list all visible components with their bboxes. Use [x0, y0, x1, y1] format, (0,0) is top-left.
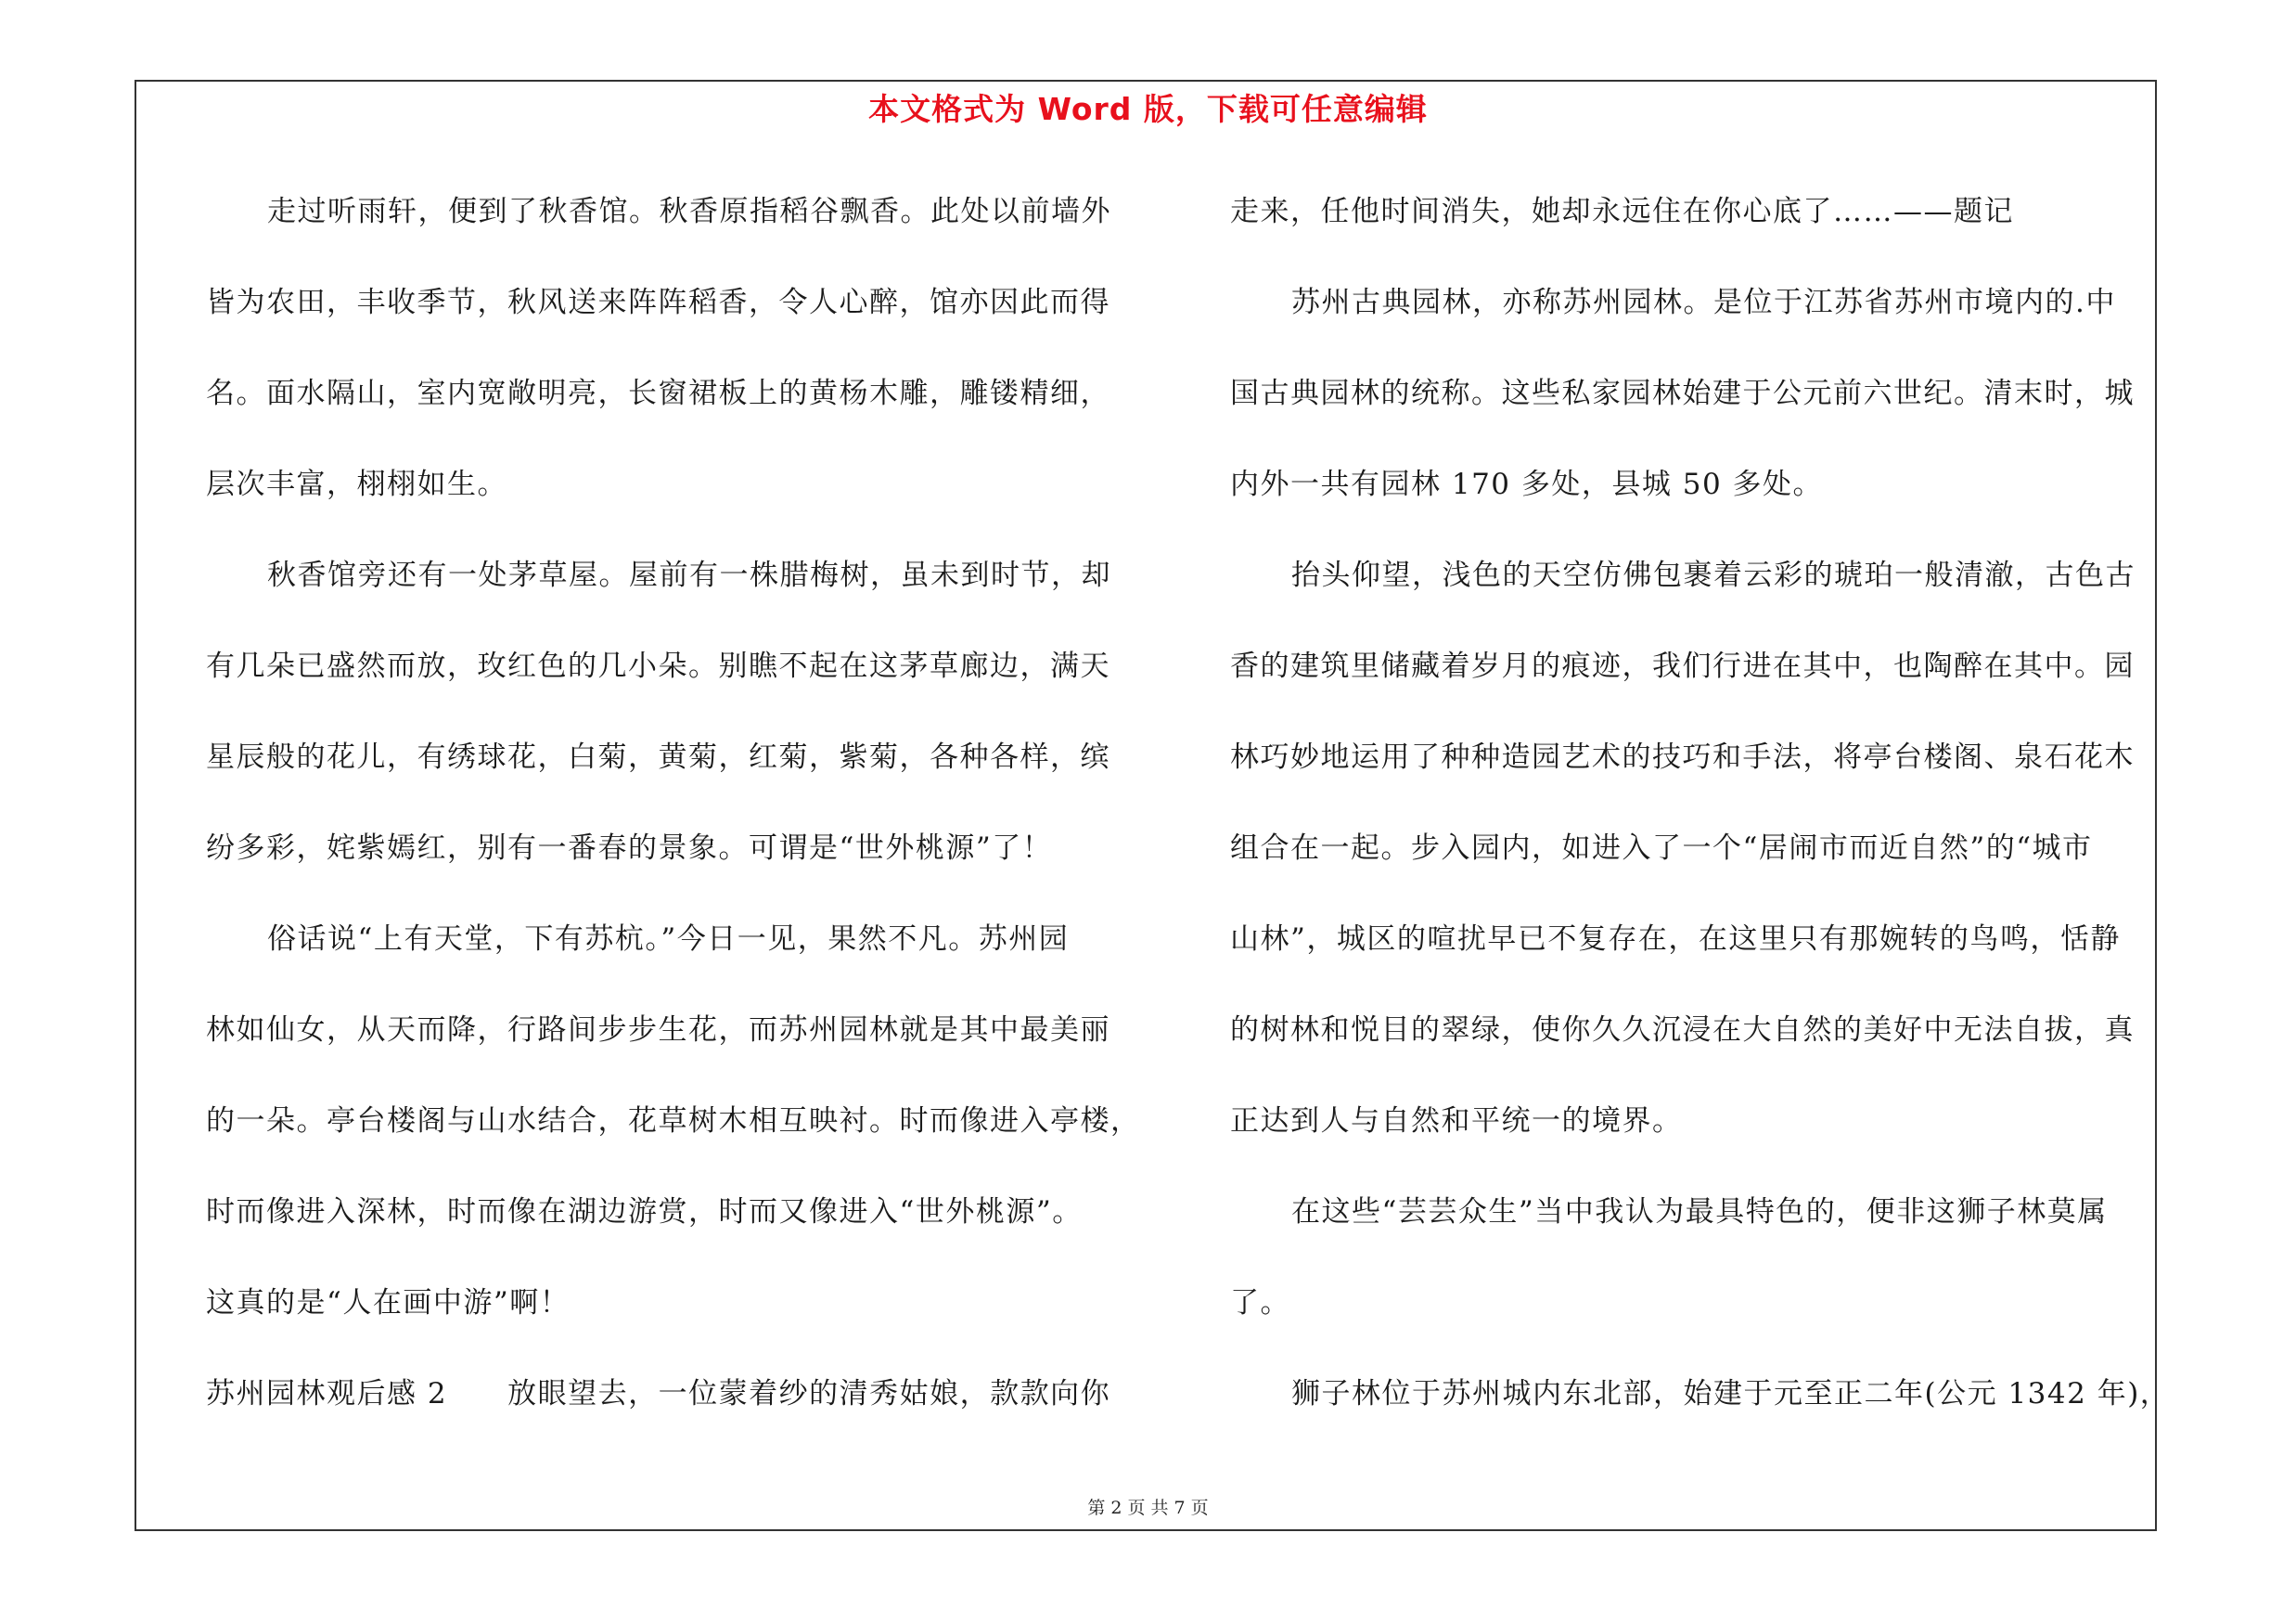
text-line: 这真的是“人在画中游”啊！ — [206, 1286, 571, 1320]
text-line: 层次丰富，栩栩如生。 — [206, 468, 507, 501]
text-line: 的一朵。亭台楼阁与山水结合，花草树木相互映衬。时而像进入亭楼， — [206, 1104, 1141, 1138]
text-line: 走过听雨轩，便到了秋香馆。秋香原指稻谷飘香。此处以前墙外 — [267, 195, 1111, 228]
text-line: 山林”，城区的喧扰早已不复存在，在这里只有那婉转的鸟鸣，恬静 — [1230, 922, 2121, 956]
text-line: 国古典园林的统称。这些私家园林始建于公元前六世纪。清末时，城 — [1230, 377, 2135, 410]
text-line: 苏州园林观后感 2 放眼望去，一位蒙着纱的清秀姑娘，款款向你 — [206, 1377, 1111, 1410]
text-line: 林巧妙地运用了种种造园艺术的技巧和手法，将亭台楼阁、泉石花木 — [1230, 741, 2135, 774]
text-line: 俗话说“上有天堂，下有苏杭。”今日一见，果然不凡。苏州园 — [267, 922, 1070, 956]
text-line: 正达到人与自然和平统一的境界。 — [1230, 1104, 1683, 1138]
text-line: 组合在一起。步入园内，如进入了一个“居闹市而近自然”的“城市 — [1230, 831, 2093, 865]
right-text-column — [1230, 184, 2171, 1457]
page-number-footer: 第 2 页 共 7 页 — [1087, 1498, 1209, 1518]
text-line: 名。面水隔山，室内宽敞明亮，长窗裙板上的黄杨木雕，雕镂精细， — [206, 377, 1110, 410]
text-line: 纷多彩，姹紫嫣红，别有一番春的景象。可谓是“世外桃源”了！ — [206, 831, 1053, 865]
text-line: 星辰般的花儿，有绣球花，白菊，黄菊，红菊，紫菊，各种各样，缤 — [206, 741, 1110, 774]
text-line: 苏州古典园林，亦称苏州园林。是位于江苏省苏州市境内的.中 — [1291, 286, 2116, 319]
text-line: 皆为农田，丰收季节，秋风送来阵阵稻香，令人心醉，馆亦因此而得 — [206, 286, 1110, 319]
text-line: 了。 — [1230, 1286, 1290, 1320]
text-line: 的树林和悦目的翠绿，使你久久沉浸在大自然的美好中无法自拔，真 — [1230, 1013, 2135, 1047]
text-line: 秋香馆旁还有一处茅草屋。屋前有一株腊梅树，虽未到时节，却 — [267, 559, 1111, 592]
left-text-column — [206, 184, 1141, 1457]
text-line: 香的建筑里储藏着岁月的痕迹，我们行进在其中，也陶醉在其中。园 — [1230, 650, 2135, 683]
text-line: 有几朵已盛然而放，玫红色的几小朵。别瞧不起在这茅草廊边，满天 — [206, 650, 1110, 683]
text-line: 内外一共有园林 170 多处，县城 50 多处。 — [1230, 468, 1824, 501]
text-line: 在这些“芸芸众生”当中我认为最具特色的，便非这狮子林莫属 — [1291, 1195, 2108, 1229]
document-header-banner: 本文格式为 Word 版，下载可任意编辑 — [868, 91, 1428, 127]
text-line: 狮子林位于苏州城内东北部，始建于元至正二年(公元 1342 年)， — [1291, 1377, 2171, 1410]
text-line: 抬头仰望，浅色的天空仿佛包裹着云彩的琥珀一般清澈，古色古 — [1291, 559, 2136, 592]
text-line: 时而像进入深林，时而像在湖边游赏，时而又像进入“世外桃源”。 — [206, 1195, 1083, 1229]
text-line: 走来，任他时间消失，她却永远住在你心底了……——题记 — [1230, 195, 2014, 228]
text-line: 林如仙女，从天而降，行路间步步生花，而苏州园林就是其中最美丽 — [206, 1013, 1110, 1047]
